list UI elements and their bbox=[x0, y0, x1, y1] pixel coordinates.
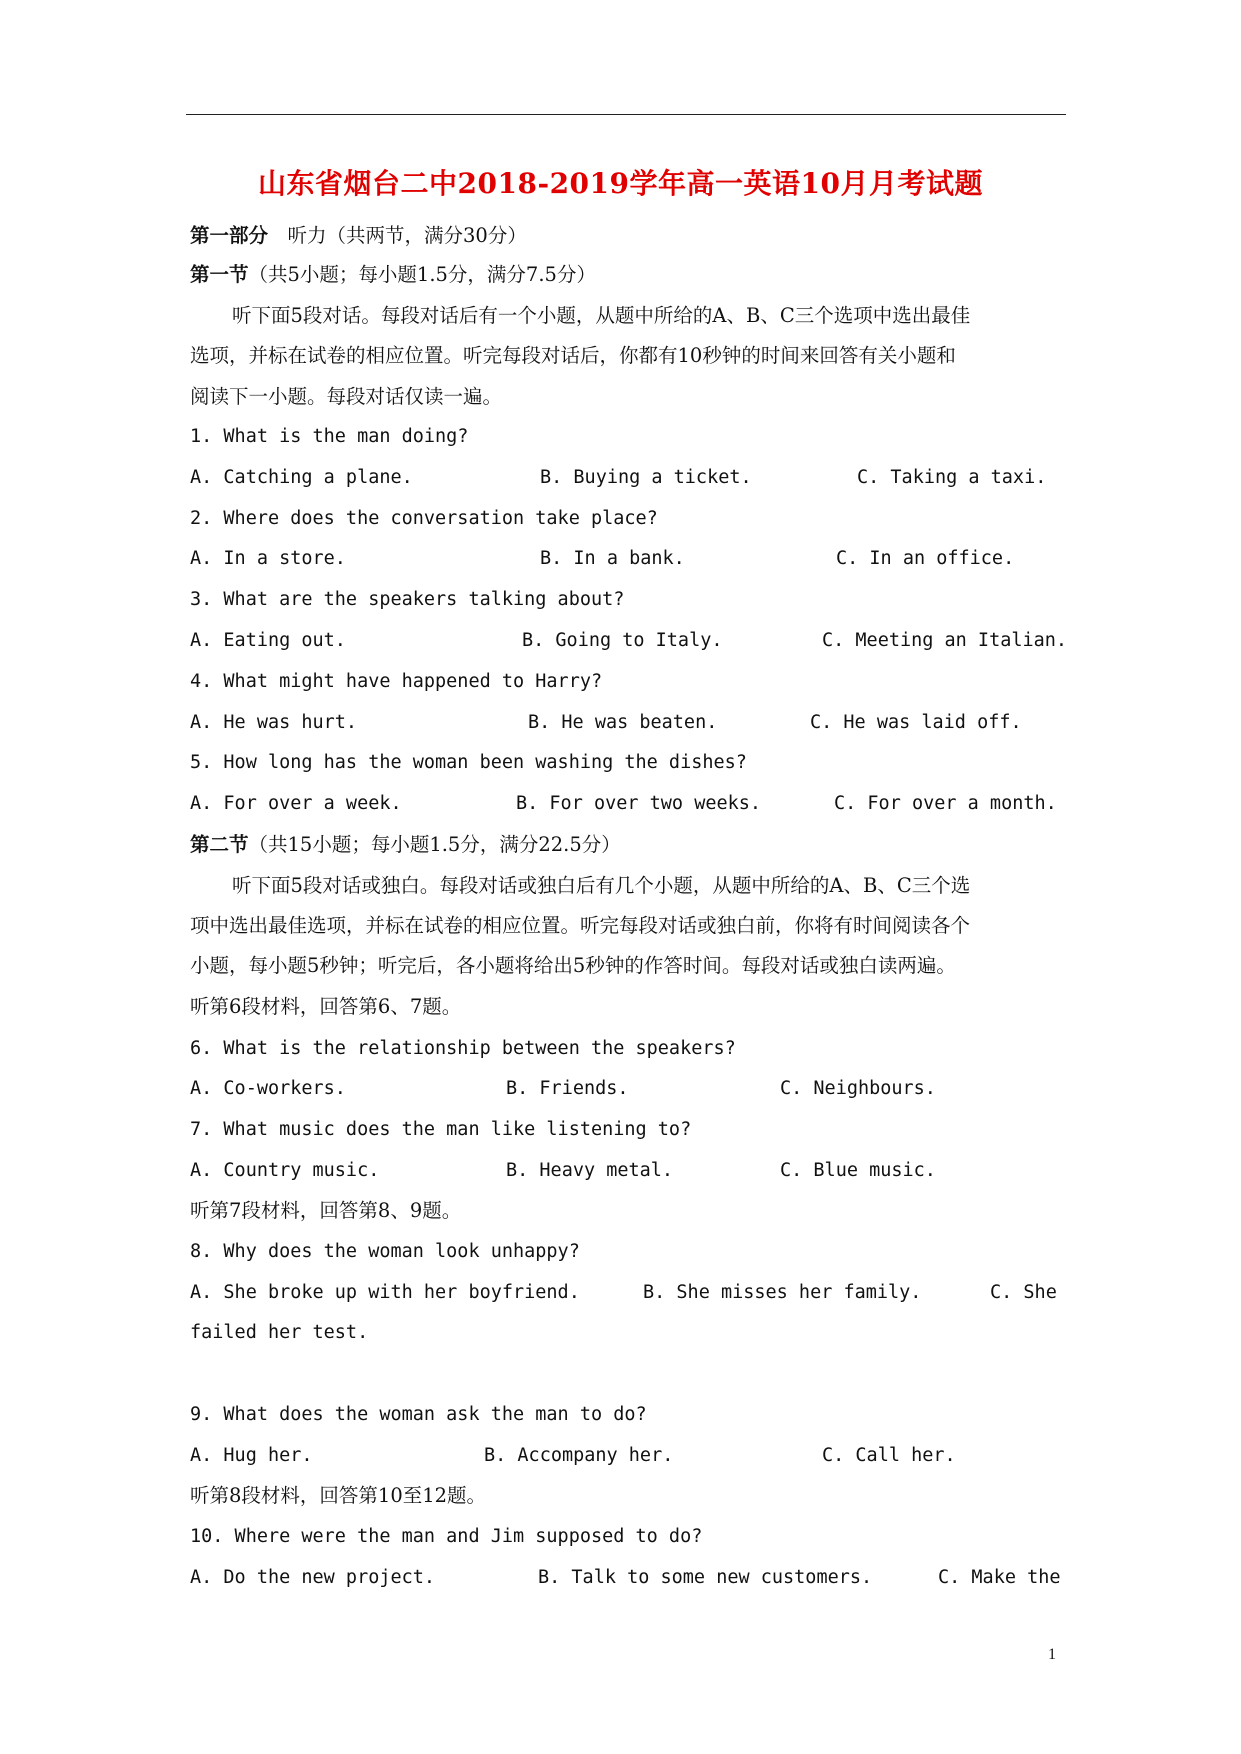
question-2: 2. Where does the conversation take place? bbox=[190, 508, 658, 529]
q7-option-c: C. Blue music. bbox=[780, 1160, 936, 1181]
q8-option-c: C. She bbox=[990, 1282, 1057, 1303]
q8-option-b: B. She misses her family. bbox=[643, 1282, 922, 1303]
q3-option-b: B. Going to Italy. bbox=[522, 630, 723, 651]
q6-option-c: C. Neighbours. bbox=[780, 1078, 936, 1099]
section1-instruction-1: 听下面5段对话。每段对话后有一个小题，从题中所给的A、B、C三个选项中选出最佳 bbox=[232, 304, 971, 327]
question-6: 6. What is the relationship between the speakers? bbox=[190, 1038, 736, 1059]
question-8: 8. Why does the woman look unhappy? bbox=[190, 1241, 580, 1262]
part1-heading bbox=[190, 223, 1070, 249]
q8-option-c-continued: failed her test. bbox=[190, 1322, 369, 1343]
section1-label: 第一节 bbox=[190, 263, 249, 286]
q4-option-b: B. He was beaten. bbox=[528, 712, 718, 733]
section2-label: 第二节 bbox=[190, 833, 249, 856]
q9-option-a: A. Hug her. bbox=[190, 1445, 313, 1466]
part1-desc: 听力（共两节，满分30分） bbox=[268, 224, 527, 247]
q8-option-a: A. She broke up with her boyfriend. bbox=[190, 1282, 580, 1303]
q10-option-c: C. Make the bbox=[938, 1567, 1061, 1588]
part1-label: 第一部分 bbox=[190, 224, 269, 247]
section1-heading bbox=[190, 262, 1070, 288]
section2-heading bbox=[190, 832, 1070, 858]
q5-option-c: C. For over a month. bbox=[834, 793, 1057, 814]
q9-option-b: B. Accompany her. bbox=[484, 1445, 674, 1466]
q5-option-b: B. For over two weeks. bbox=[516, 793, 762, 814]
exam-title: 山东省烟台二中2018-2019学年高一英语10月月考试题 bbox=[258, 167, 983, 200]
q6-option-b: B. Friends. bbox=[506, 1078, 629, 1099]
section1-desc: （共5小题；每小题1.5分，满分7.5分） bbox=[248, 263, 596, 286]
passage-7-heading: 听第7段材料，回答第8、9题。 bbox=[190, 1199, 462, 1222]
question-10: 10. Where were the man and Jim supposed to do? bbox=[190, 1526, 703, 1547]
section2-instruction-1: 听下面5段对话或独白。每段对话或独白后有几个小题，从题中所给的A、B、C三个选 bbox=[232, 874, 971, 897]
question-9: 9. What does the woman ask the man to do? bbox=[190, 1404, 647, 1425]
q10-option-b: B. Talk to some new customers. bbox=[538, 1567, 873, 1588]
q2-option-c: C. In an office. bbox=[836, 548, 1015, 569]
q7-option-b: B. Heavy metal. bbox=[506, 1160, 674, 1181]
section1-instruction-2: 选项，并标在试卷的相应位置。听完每段对话后，你都有10秒钟的时间来回答有关小题和 bbox=[190, 344, 956, 367]
section2-instruction-2: 项中选出最佳选项，并标在试卷的相应位置。听完每段对话或独白前，你将有时间阅读各个 bbox=[190, 914, 971, 937]
q7-option-a: A. Country music. bbox=[190, 1160, 380, 1181]
q1-option-a: A. Catching a plane. bbox=[190, 467, 413, 488]
q2-option-a: A. In a store. bbox=[190, 548, 346, 569]
section2-instruction-3: 小题，每小题5秒钟；听完后，各小题将给出5秒钟的作答时间。每段对话或独白读两遍。 bbox=[190, 954, 956, 977]
question-4: 4. What might have happened to Harry? bbox=[190, 671, 603, 692]
section2-desc: （共15小题；每小题1.5分，满分22.5分） bbox=[248, 833, 621, 856]
q3-option-c: C. Meeting an Italian. bbox=[822, 630, 1068, 651]
passage-6-heading: 听第6段材料，回答第6、7题。 bbox=[190, 995, 462, 1018]
q4-option-a: A. He was hurt. bbox=[190, 712, 358, 733]
page-number: 1 bbox=[1048, 1646, 1056, 1663]
q5-option-a: A. For over a week. bbox=[190, 793, 402, 814]
q6-option-a: A. Co-workers. bbox=[190, 1078, 346, 1099]
q4-option-c: C. He was laid off. bbox=[810, 712, 1022, 733]
q9-option-c: C. Call her. bbox=[822, 1445, 956, 1466]
q2-option-b: B. In a bank. bbox=[540, 548, 685, 569]
q1-option-c: C. Taking a taxi. bbox=[857, 467, 1047, 488]
question-3: 3. What are the speakers talking about? bbox=[190, 589, 625, 610]
question-5: 5. How long has the woman been washing the dishes? bbox=[190, 752, 747, 773]
question-7: 7. What music does the man like listening to? bbox=[190, 1119, 692, 1140]
q10-option-a: A. Do the new project. bbox=[190, 1567, 436, 1588]
passage-8-heading: 听第8段材料，回答第10至12题。 bbox=[190, 1484, 487, 1507]
q3-option-a: A. Eating out. bbox=[190, 630, 346, 651]
section1-instruction-3: 阅读下一小题。每段对话仅读一遍。 bbox=[190, 385, 503, 408]
header-rule bbox=[186, 114, 1066, 115]
question-1: 1. What is the man doing? bbox=[190, 426, 469, 447]
q1-option-b: B. Buying a ticket. bbox=[540, 467, 752, 488]
